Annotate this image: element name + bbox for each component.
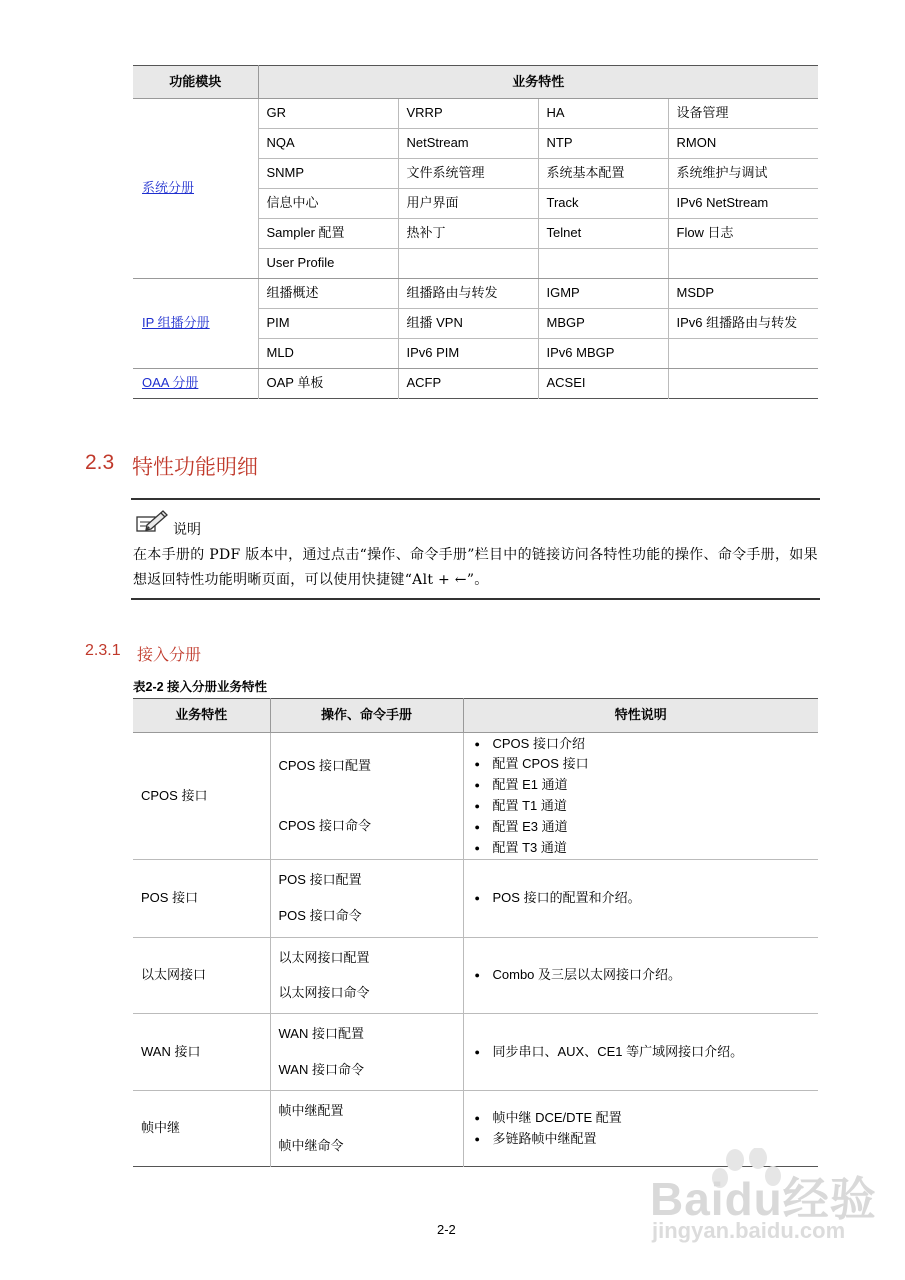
list-item: ● 同步串口、AUX、CE1 等广域网接口介绍。	[472, 1042, 811, 1063]
manual-link[interactable]: 以太网接口配置	[278, 949, 370, 965]
section-number: 2.3	[85, 451, 115, 474]
feature-cell: Flow 日志	[668, 219, 818, 249]
feature-cell: Telnet	[538, 219, 668, 249]
feature-cell: IPv6 NetStream	[668, 189, 818, 219]
feature-name-cell: 以太网接口	[133, 938, 270, 1014]
feature-cell: 信息中心	[258, 189, 398, 219]
module-cell	[133, 99, 258, 279]
feature-module-table	[133, 65, 818, 399]
column-header-feature: 业务特性	[133, 699, 270, 733]
description-cell	[463, 733, 818, 860]
feature-cell: PIM	[258, 309, 398, 339]
feature-cell: 系统基本配置	[538, 159, 668, 189]
watermark-url: jingyan.baidu.com	[652, 1218, 846, 1243]
feature-cell: MBGP	[538, 309, 668, 339]
list-item: ● 配置 T3 通道	[472, 838, 811, 859]
feature-cell	[668, 249, 818, 279]
table-caption: 表2-2 接入分册业务特性	[133, 680, 268, 694]
feature-cell: 组播路由与转发	[398, 279, 538, 309]
feature-cell: IGMP	[538, 279, 668, 309]
feature-cell: NTP	[538, 129, 668, 159]
manual-link[interactable]: 帧中继命令	[278, 1137, 344, 1153]
description-list	[472, 888, 811, 909]
note-label: 说明	[173, 521, 201, 537]
feature-cell	[668, 369, 818, 399]
table-row	[133, 733, 818, 860]
feature-cell: NQA	[258, 129, 398, 159]
description-list	[472, 734, 811, 859]
column-header-description: 特性说明	[463, 699, 818, 733]
description-cell	[463, 938, 818, 1014]
list-item: ● 配置 E3 通道	[472, 817, 811, 838]
feature-name-cell: WAN 接口	[133, 1014, 270, 1091]
feature-cell: OAP 单板	[258, 369, 398, 399]
feature-cell: 设备管理	[668, 99, 818, 129]
list-item: ● 配置 E1 通道	[472, 775, 811, 796]
manual-cell	[270, 860, 463, 938]
module-cell	[133, 369, 258, 399]
feature-cell: 组播 VPN	[398, 309, 538, 339]
list-item: ● CPOS 接口介绍	[472, 734, 811, 755]
manual-cell	[270, 938, 463, 1014]
description-cell	[463, 860, 818, 938]
list-item: ● POS 接口的配置和介绍。	[472, 888, 811, 909]
feature-name-cell: POS 接口	[133, 860, 270, 938]
table-row	[133, 938, 818, 1014]
description-list	[472, 1042, 811, 1063]
manual-cell	[270, 733, 463, 860]
manual-links	[279, 1094, 455, 1164]
feature-cell: Track	[538, 189, 668, 219]
manual-cell	[270, 1014, 463, 1091]
feature-cell: RMON	[668, 129, 818, 159]
note-pencil-icon	[135, 508, 171, 534]
module-link[interactable]: 系统分册	[142, 180, 195, 196]
module-cell	[133, 279, 258, 369]
feature-cell: HA	[538, 99, 668, 129]
list-item: ● Combo 及三层以太网接口介绍。	[472, 965, 811, 986]
column-header-module: 功能模块	[133, 66, 258, 99]
column-header-features: 业务特性	[258, 66, 818, 99]
feature-cell: 系统维护与调试	[668, 159, 818, 189]
manual-link[interactable]: 以太网接口命令	[278, 984, 370, 1000]
feature-cell: MSDP	[668, 279, 818, 309]
feature-name-cell: CPOS 接口	[133, 733, 270, 860]
note-box	[131, 498, 820, 600]
manual-links	[279, 1017, 455, 1088]
feature-name-cell: 帧中继	[141, 1120, 181, 1136]
list-item: ● 帧中继 DCE/DTE 配置	[472, 1108, 811, 1129]
module-link[interactable]: OAA 分册	[142, 375, 199, 391]
feature-cell: IPv6 PIM	[398, 339, 538, 369]
feature-cell: NetStream	[398, 129, 538, 159]
feature-cell: MLD	[258, 339, 398, 369]
table-row	[133, 369, 818, 399]
feature-cell	[668, 339, 818, 369]
subsection-title: 接入分册	[137, 647, 202, 664]
manual-links	[279, 941, 455, 1011]
manual-link[interactable]: WAN 接口配置	[278, 1026, 364, 1042]
manual-link[interactable]: CPOS 接口配置	[278, 757, 371, 773]
manual-link[interactable]: WAN 接口命令	[278, 1061, 364, 1077]
watermark-brand: Baidu经验	[650, 1173, 877, 1225]
manual-links	[279, 863, 455, 935]
manual-link[interactable]: POS 接口配置	[278, 872, 362, 888]
feature-cell: User Profile	[258, 249, 398, 279]
table-row	[133, 279, 818, 309]
feature-cell: 热补丁	[398, 219, 538, 249]
list-item: ● 配置 T1 通道	[472, 796, 811, 817]
feature-cell: GR	[258, 99, 398, 129]
manual-link[interactable]: POS 接口命令	[278, 908, 362, 924]
manual-links	[279, 736, 455, 857]
feature-cell	[398, 249, 538, 279]
table-header-row	[133, 699, 818, 733]
feature-cell: 组播概述	[258, 279, 398, 309]
feature-cell	[538, 249, 668, 279]
description-cell	[463, 1014, 818, 1091]
access-features-table	[133, 698, 818, 1167]
feature-cell: 文件系统管理	[398, 159, 538, 189]
page-number: 2-2	[437, 1222, 456, 1237]
table-row	[133, 99, 818, 129]
manual-cell	[270, 1091, 463, 1167]
feature-cell: VRRP	[398, 99, 538, 129]
table-row	[133, 860, 818, 938]
column-header-manual: 操作、命令手册	[270, 699, 463, 733]
list-item: ● 配置 CPOS 接口	[472, 754, 811, 775]
feature-cell: 用户界面	[398, 189, 538, 219]
feature-cell: IPv6 MBGP	[538, 339, 668, 369]
note-text: 在本手册的 PDF 版本中，通过点击“操作、命令手册”栏目中的链接访问各特性功能的操作、命令手册，如果想返回特性功能明晰页面，可以使用快捷键“Alt + ←”。	[133, 547, 818, 588]
manual-link[interactable]: 帧中继配置	[278, 1102, 344, 1118]
table-header-row	[133, 66, 818, 99]
description-list	[472, 1108, 811, 1150]
manual-link[interactable]: CPOS 接口命令	[278, 818, 371, 834]
module-link[interactable]: IP 组播分册	[142, 315, 210, 331]
list-item: ● 多链路帧中继配置	[472, 1129, 811, 1150]
table-row	[133, 1014, 818, 1091]
feature-cell: Sampler 配置	[258, 219, 398, 249]
feature-cell: ACSEI	[538, 369, 668, 399]
subsection-number: 2.3.1	[85, 642, 121, 659]
description-list	[472, 965, 811, 986]
feature-cell: IPv6 组播路由与转发	[668, 309, 818, 339]
feature-cell: ACFP	[398, 369, 538, 399]
section-title: 特性功能明细	[132, 456, 258, 479]
feature-cell: SNMP	[258, 159, 398, 189]
